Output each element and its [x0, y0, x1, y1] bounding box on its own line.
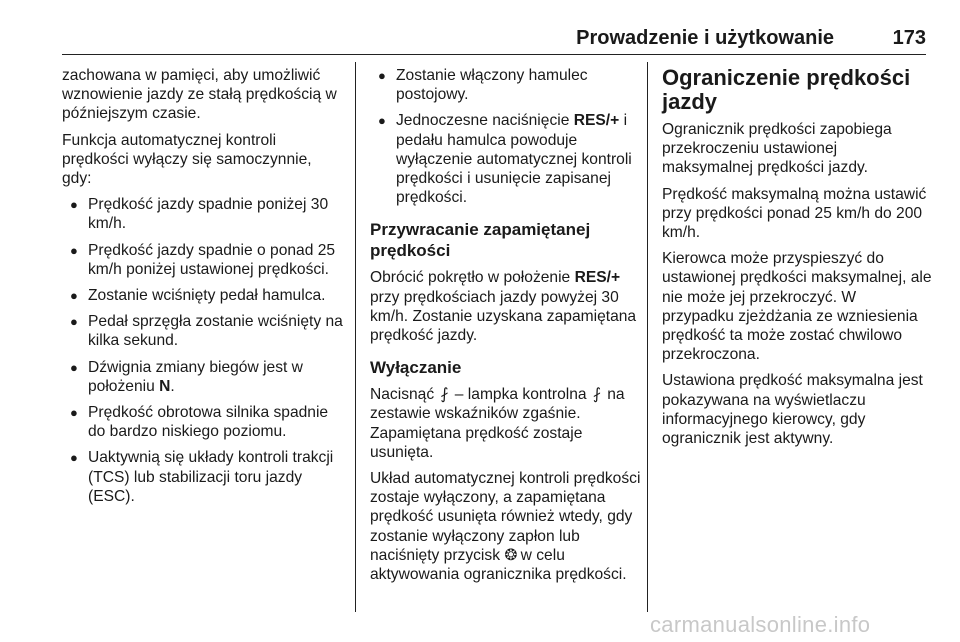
bullet-icon: ● [70, 197, 78, 213]
column-divider-2 [647, 62, 648, 612]
list-item: ● Zostanie wciśnięty pedał hamulca. [70, 287, 326, 305]
list-item: ● Uaktywnią się układy kontroli trakcji (TCS) lub stabilizacji toru jazdy (ESC). [70, 449, 334, 505]
list-item: ● Prędkość obrotowa silnika spadnie do bardzo niskiego poziomu. [70, 404, 329, 441]
column-2 [370, 66, 645, 591]
column-divider-1 [355, 62, 356, 612]
bullet-icon: ● [378, 113, 386, 129]
column-3 [662, 66, 932, 455]
condition-list [370, 66, 645, 207]
bullet-icon: ● [70, 450, 78, 466]
bullet-icon: ● [70, 288, 78, 304]
page-header [62, 24, 926, 55]
list-item: ● Jednoczesne naciśnięcie RES/+ i pedału hamulca powoduje wyłączenie automatycznej kontroli prędkości i usunięcie zapisanej prędkości. [378, 112, 632, 207]
bullet-icon: ● [70, 314, 78, 330]
bullet-icon: ● [70, 405, 78, 421]
paragraph: Obrócić pokrętło w położenie RES/+ przy prędkościach jazdy powyżej 30 km/h. Zostanie uzyskana zapamiętana prędkość jazdy. [370, 269, 637, 345]
bullet-icon: ● [378, 68, 386, 83]
list-item: ● Dźwignia zmiany biegów jest w położeniu N. [70, 358, 303, 395]
list-item: ● Prędkość jazdy spadnie o ponad 25 km/h poniżej ustawionej prędkości. [70, 241, 336, 278]
paragraph: zachowana w pamięci, aby umożliwić wznowienie jazdy ze stałą prędkością w późniejszym czasie. [62, 67, 337, 123]
speed-limiter-icon: ❂ [504, 546, 518, 564]
header-title: Prowadzenie i użytkowanie [576, 27, 834, 49]
section-heading-limiter: Ograniczenie prędkości jazdy [662, 65, 911, 114]
list-item: ● Zostanie włączony hamulec postojowy. [378, 67, 588, 104]
bullet-icon: ● [70, 359, 78, 375]
condition-list [62, 195, 345, 506]
bullet-icon: ● [70, 242, 78, 258]
cruise-control-indicator-icon: ⨏ [592, 386, 601, 404]
paragraph: Nacisnąć ⨏ – lampka kontrolna ⨏ na zestawie wskaźników zgaśnie. Zapamiętana prędkość zostaje usunięta. [370, 386, 625, 461]
paragraph: Kierowca może przyspieszyć do ustawionej prędkości maksymalnej, ale nie może jej przekroczyć. W przypadku zjeżdżania ze wzniesienia prędkość ta może zostać chwilowo przekroczona. [662, 250, 932, 364]
section-heading-off: Wyłączanie [370, 358, 462, 378]
list-item: ● Pedał sprzęgła zostanie wciśnięty na kilka sekund. [70, 313, 343, 350]
paragraph: Układ automatycznej kontroli prędkości zostaje wyłączony, a zapamiętana prędkość usunięta również wtedy, gdy zostanie wyłączony zapłon lub naciśnięty przycisk ❂ w celu aktywowania ogranicznika prędkości. [370, 470, 641, 584]
page-number: 173 [892, 27, 926, 49]
cruise-control-icon: ⨏ [440, 386, 449, 404]
column-1 [62, 66, 345, 513]
section-heading-resume: Przywracanie zapamiętanej prędkości [370, 220, 591, 261]
paragraph: Ustawiona prędkość maksymalna jest pokazywana na wyświetlaczu informacyjnego kierowcy, gdy ogranicznik jest aktywny. [662, 372, 923, 448]
list-item: ● Prędkość jazdy spadnie poniżej 30 km/h. [70, 196, 329, 233]
paragraph: Funkcja automatycznej kontroli prędkości wyłączy się samoczynnie, gdy: [62, 131, 312, 188]
watermark: carmanualsonline.info [650, 612, 871, 637]
paragraph: Prędkość maksymalną można ustawić przy prędkości ponad 25 km/h do 200 km/h. [662, 185, 927, 242]
paragraph: Ogranicznik prędkości zapobiega przekroczeniu ustawionej maksymalnej prędkości jazdy. [662, 121, 892, 177]
